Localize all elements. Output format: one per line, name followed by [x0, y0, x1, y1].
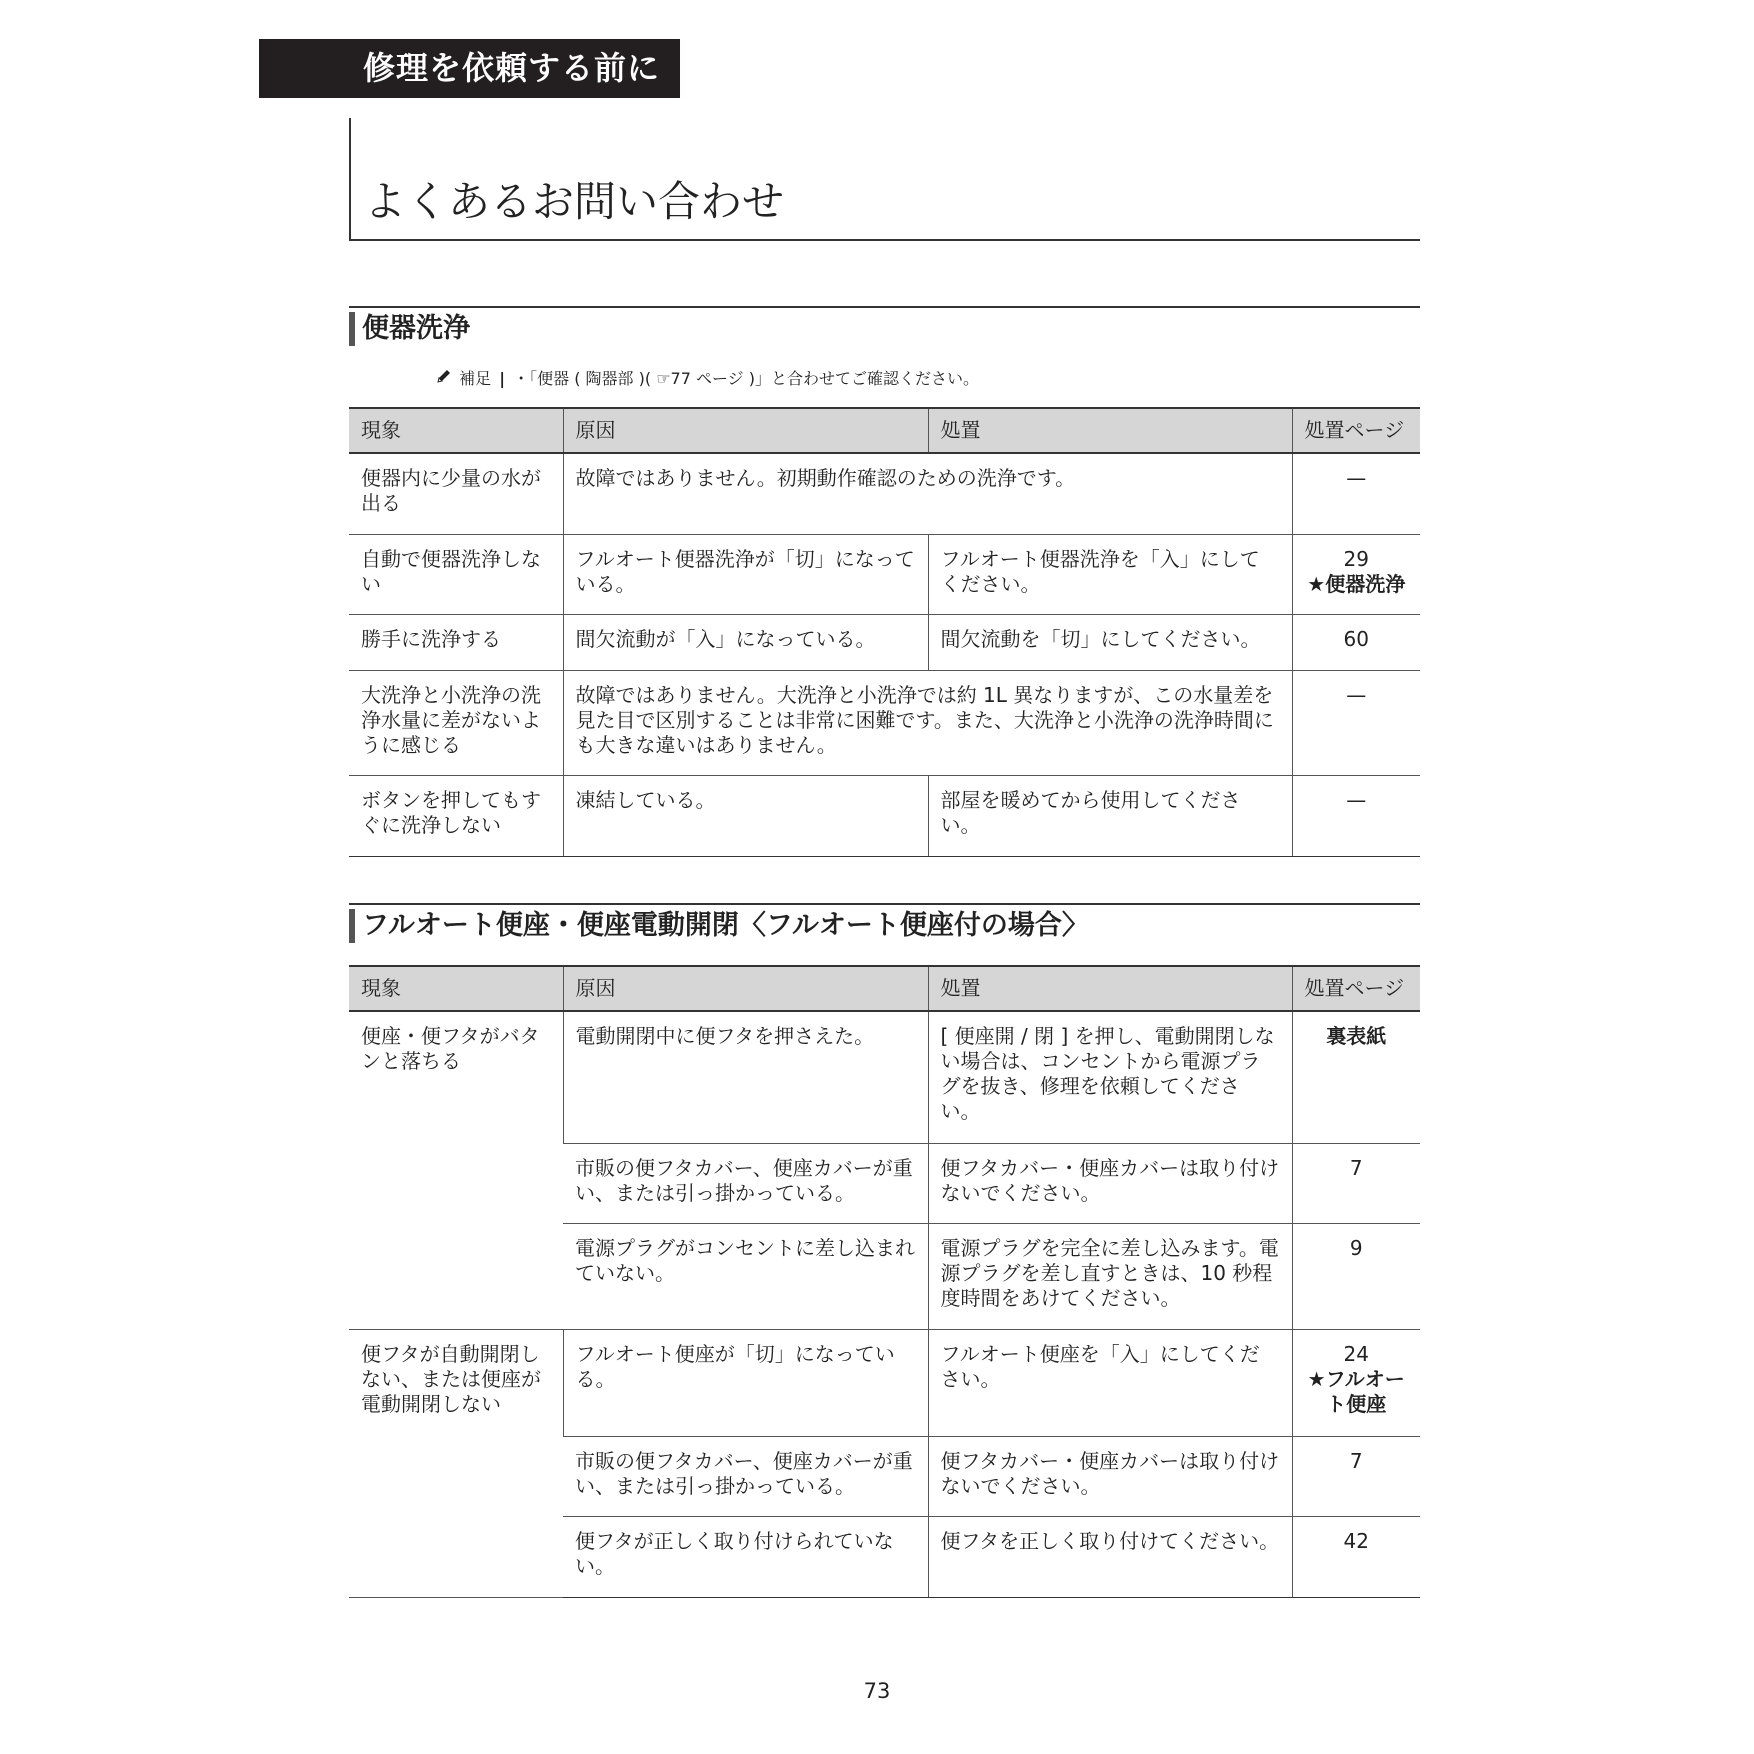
page-note: ★便器洗浄 — [1307, 571, 1406, 596]
section-title-auto-seat: フルオート便座・便座電動開閉〈フルオート便座付の場合〉 — [362, 910, 1089, 941]
note-text: ・「便器 ( 陶器部 )( ☞77 ページ )」と合わせてご確認ください。 — [513, 369, 980, 388]
supplement-note — [436, 367, 979, 391]
header-symptom: 現象 — [349, 408, 563, 453]
action-cell: 部屋を暖めてから使用してください。 — [928, 775, 1292, 856]
header-symptom: 現象 — [349, 966, 563, 1011]
section-marker — [349, 312, 355, 346]
action-cell: 便フタカバー・便座カバーは取り付けないでください。 — [928, 1436, 1292, 1516]
table-header-row — [349, 966, 1420, 1011]
table-row — [349, 453, 1420, 534]
section-marker — [349, 909, 355, 943]
table-header-row — [349, 408, 1420, 453]
table-row — [349, 614, 1420, 670]
page-number-ref: 29 — [1343, 546, 1369, 571]
header-page: 処置ページ — [1292, 408, 1420, 453]
action-cell: 便フタを正しく取り付けてください。 — [928, 1516, 1292, 1597]
page-cell — [1292, 534, 1420, 614]
cause-cell: フルオート便器洗浄が「切」になっている。 — [563, 534, 928, 614]
page-cell: 7 — [1292, 1436, 1420, 1516]
symptom-cell: 勝手に洗浄する — [349, 614, 563, 670]
action-cell: フルオート便器洗浄を「入」にしてください。 — [928, 534, 1292, 614]
page-cell: 60 — [1292, 614, 1420, 670]
page-cell: — — [1292, 453, 1420, 534]
cause-cell: 間欠流動が「入」になっている。 — [563, 614, 928, 670]
page-cell: 裏表紙 — [1292, 1011, 1420, 1143]
action-cell: フルオート便座を「入」にしてください。 — [928, 1329, 1292, 1436]
page-cell: 7 — [1292, 1143, 1420, 1223]
cause-cell: 故障ではありません。大洗浄と小洗浄では約 1L 異なりますが、この水量差を見た目で区別することは非常に困難です。また、大洗浄と小洗浄の洗浄時間にも大きな違いはありません。 — [563, 670, 1292, 775]
header-action: 処置 — [928, 966, 1292, 1011]
symptom-cell: 便器内に少量の水が出る — [349, 453, 563, 534]
page-number-ref: 24 — [1343, 1341, 1369, 1366]
header-cause: 原因 — [563, 966, 928, 1011]
action-cell: 電源プラグを完全に差し込みます。電源プラグを差し直すときは、10 秒程度時間をあけてください。 — [928, 1223, 1292, 1329]
note-separator: | — [499, 369, 506, 388]
page-cell — [1292, 1329, 1420, 1436]
title-horizontal-rule — [349, 239, 1420, 241]
table-row — [349, 534, 1420, 614]
header-cause: 原因 — [563, 408, 928, 453]
action-cell: [ 便座開 / 閉 ] を押し、電動開閉しない場合は、コンセントから電源プラグを抜き、修理を依頼してください。 — [928, 1011, 1292, 1143]
note-label: 補足 — [459, 369, 492, 388]
page-cell: — — [1292, 670, 1420, 775]
cause-cell: 電源プラグがコンセントに差し込まれていない。 — [563, 1223, 928, 1329]
symptom-cell: 便座・便フタがバタンと落ちる — [349, 1011, 563, 1329]
cause-cell: 市販の便フタカバー、便座カバーが重い、または引っ掛かっている。 — [563, 1436, 928, 1516]
header-action: 処置 — [928, 408, 1292, 453]
section-rule — [349, 903, 1420, 905]
page-title: よくあるお問い合わせ — [364, 177, 785, 226]
section-title-toilet-flush: 便器洗浄 — [362, 313, 470, 344]
symptom-cell: 便フタが自動開閉しない、または便座が電動開閉しない — [349, 1329, 563, 1597]
chapter-tab: 修理を依頼する前に — [259, 39, 680, 98]
cause-cell: 便フタが正しく取り付けられていない。 — [563, 1516, 928, 1597]
title-vertical-rule — [349, 118, 351, 241]
section-rule — [349, 306, 1420, 308]
cause-cell: フルオート便座が「切」になっている。 — [563, 1329, 928, 1436]
page-cell: 9 — [1292, 1223, 1420, 1329]
table-row — [349, 1329, 1420, 1436]
table-row — [349, 775, 1420, 856]
cause-cell: 市販の便フタカバー、便座カバーが重い、または引っ掛かっている。 — [563, 1143, 928, 1223]
cause-cell: 凍結している。 — [563, 775, 928, 856]
cause-cell: 故障ではありません。初期動作確認のための洗浄です。 — [563, 453, 1292, 534]
table-row — [349, 670, 1420, 775]
action-cell: 間欠流動を「切」にしてください。 — [928, 614, 1292, 670]
page-cell: 42 — [1292, 1516, 1420, 1597]
action-cell: 便フタカバー・便座カバーは取り付けないでください。 — [928, 1143, 1292, 1223]
toilet-flush-table — [349, 407, 1420, 857]
page-note: ★フルオート便座 — [1307, 1366, 1405, 1416]
table-row — [349, 1011, 1420, 1143]
symptom-cell: ボタンを押してもすぐに洗浄しない — [349, 775, 563, 856]
header-page: 処置ページ — [1292, 966, 1420, 1011]
pencil-icon — [436, 367, 454, 391]
page-number: 73 — [863, 1679, 891, 1703]
cause-cell: 電動開閉中に便フタを押さえた。 — [563, 1011, 928, 1143]
auto-seat-table — [349, 965, 1420, 1598]
symptom-cell: 自動で便器洗浄しない — [349, 534, 563, 614]
page-cell: — — [1292, 775, 1420, 856]
symptom-cell: 大洗浄と小洗浄の洗浄水量に差がないように感じる — [349, 670, 563, 775]
